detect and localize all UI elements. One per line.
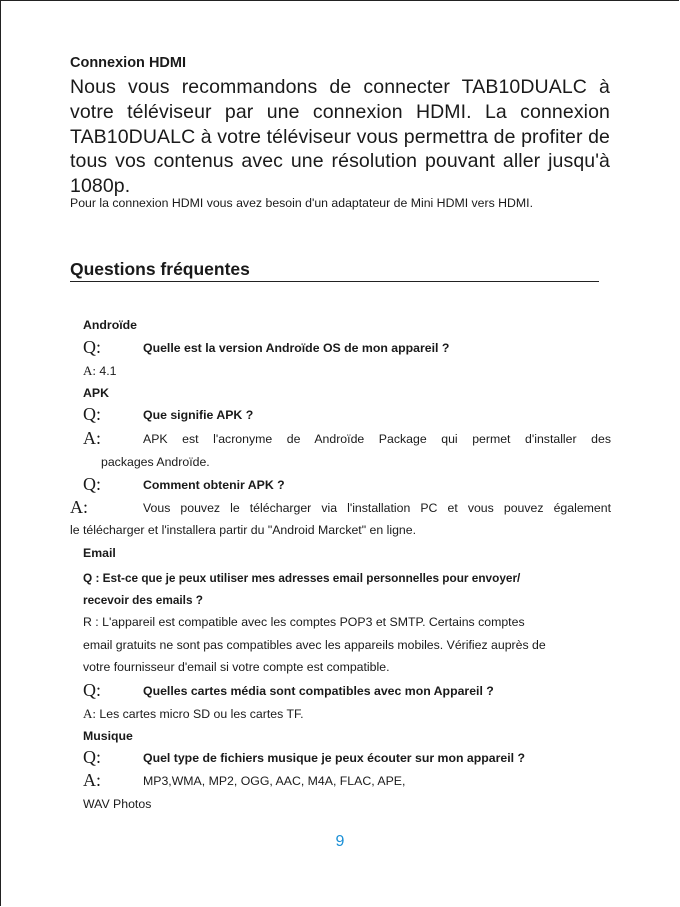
apk-answer-2-line-1: Vous pouvez le télécharger via l'installation PC et vous pouvez également: [143, 501, 611, 515]
answer-mark-label: A:: [83, 428, 101, 448]
category-email: Email: [83, 546, 116, 560]
hdmi-note-paragraph: Pour la connexion HDMI vous avez besoin d'un adaptateur de Mini HDMI vers HDMI.: [70, 196, 534, 210]
music-answer-1-line-2: WAV Photos: [83, 797, 152, 811]
category-android: Androïde: [83, 318, 137, 332]
email-question-1-line-2: recevoir des emails ?: [83, 593, 204, 607]
android-question-1: Quelle est la version Androïde OS de mon appareil ?: [143, 341, 450, 355]
category-music: Musique: [83, 729, 133, 743]
android-answer-1: A: 4.1: [83, 363, 117, 378]
apk-question-1: Que signifie APK ?: [143, 408, 254, 422]
apk-answer-2-line-2: le télécharger et l'installera partir du "Android Marcket" en ligne.: [70, 523, 417, 537]
page-number: 9: [335, 833, 345, 850]
email-answer-2: A: Les cartes micro SD ou les cartes TF.: [83, 706, 304, 721]
email-question-2: Quelles cartes média sont compatibles avec mon Appareil ?: [143, 684, 494, 698]
email-answer-1-line-2: email gratuits ne sont pas compatibles avec les appareils mobiles. Vérifiez auprès de: [83, 638, 546, 652]
music-answer-1-line-1: MP3,WMA, MP2, OGG, AAC, M4A, FLAC, APE,: [143, 774, 406, 788]
email-question-1-line-1: Q : Est-ce que je peux utiliser mes adresses email personnelles pour envoyer/: [83, 571, 521, 585]
question-mark-label: Q:: [83, 747, 101, 767]
email-answer-1-line-3: votre fournisseur d'email si votre compte est compatible.: [83, 660, 390, 674]
answer-mark-label: A:: [83, 770, 101, 790]
category-apk: APK: [83, 386, 109, 400]
apk-question-2: Comment obtenir APK ?: [143, 478, 285, 492]
hdmi-section-title: Connexion HDMI: [70, 55, 186, 71]
hdmi-body-paragraph: Nous vous recommandons de connecter TAB10DUALC à votre téléviseur par une connexion HDMI. La connexion TAB10DUALC à votre téléviseur vous permettra de profiter de tous vos contenus avec une résolution pouvant aller jusqu'à 1080p.: [70, 76, 610, 198]
answer-mark-label: A:: [70, 497, 88, 517]
faq-heading: Questions fréquentes: [70, 258, 599, 282]
question-mark-label: Q:: [83, 680, 101, 700]
question-mark-label: Q:: [83, 474, 101, 494]
question-mark-label: Q:: [83, 404, 101, 424]
apk-answer-1-line-1: APK est l'acronyme de Androïde Package qui permet d'installer des: [143, 432, 611, 446]
apk-answer-1-line-2: packages Androïde.: [101, 455, 210, 469]
email-answer-1-line-1: R : L'appareil est compatible avec les comptes POP3 et SMTP. Certains comptes: [83, 615, 525, 629]
music-question-1: Quel type de fichiers musique je peux écouter sur mon appareil ?: [143, 751, 525, 765]
question-mark-label: Q:: [83, 337, 101, 357]
